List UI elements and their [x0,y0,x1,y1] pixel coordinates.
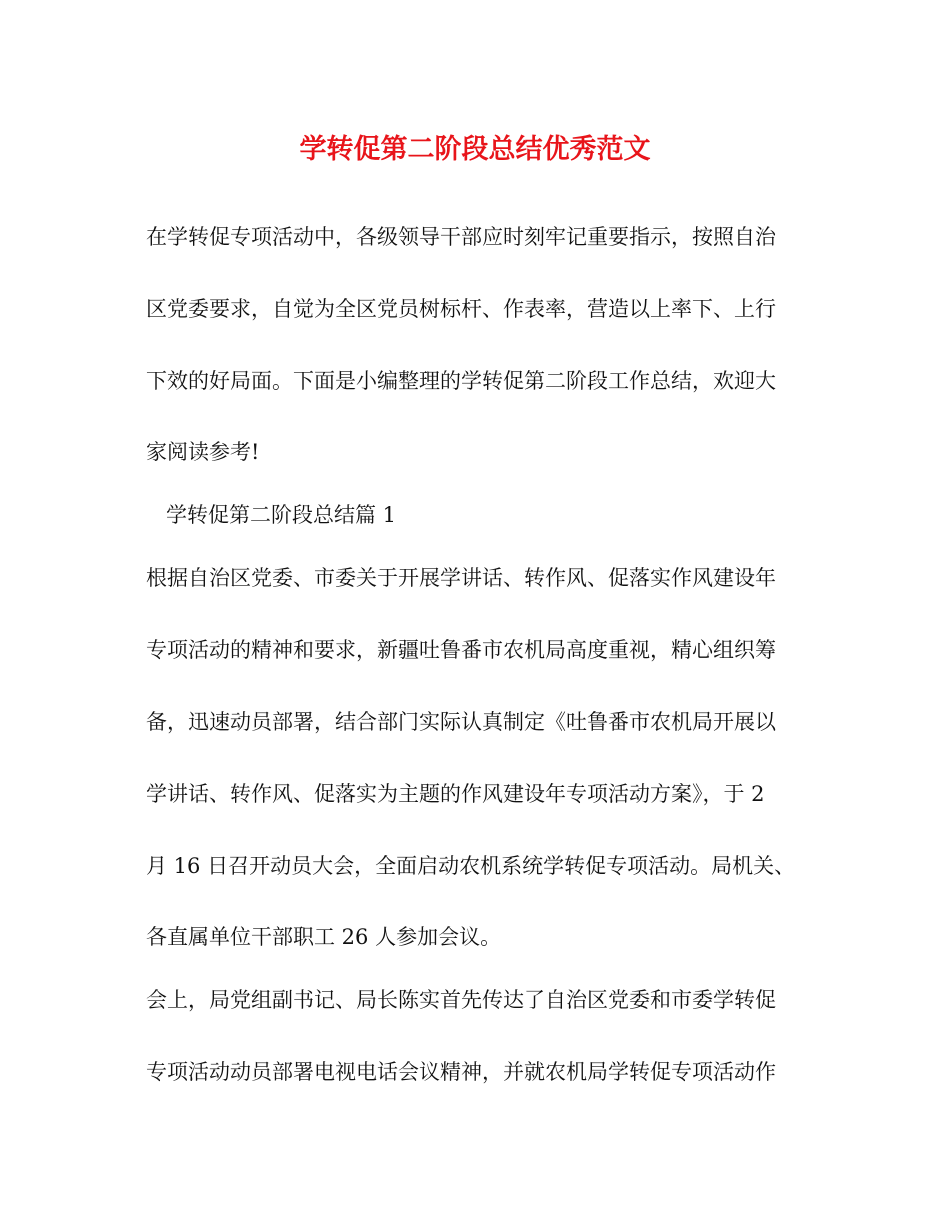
paragraph-line: 备，迅速动员部署，结合部门实际认真制定《吐鲁番市农机局开展以 [146,710,776,734]
paragraph-line: 家阅读参考! [146,440,260,464]
paragraph-line: 月 16 日召开动员大会，全面启动农机系统学转促专项活动。局机关、 [146,854,796,878]
section-heading: 学转促第二阶段总结篇 1 [166,503,397,527]
paragraph-line: 会上，局党组副书记、局长陈实首先传达了自治区党委和市委学转促 [146,988,776,1012]
paragraph-line: 根据自治区党委、市委关于开展学讲话、转作风、促落实作风建设年 [146,566,776,590]
paragraph-line: 各直属单位干部职工 26 人参加会议。 [146,925,502,949]
paragraph-line: 下效的好局面。下面是小编整理的学转促第二阶段工作总结，欢迎大 [146,369,776,393]
paragraph-line: 专项活动动员部署电视电话会议精神，并就农机局学转促专项活动作 [146,1060,776,1084]
document-title: 学转促第二阶段总结优秀范文 [299,134,651,165]
paragraph-line: 在学转促专项活动中，各级领导干部应时刻牢记重要指示，按照自治 [146,225,776,249]
paragraph-line: 区党委要求，自觉为全区党员树标杆、作表率，营造以上率下、上行 [146,297,776,321]
paragraph-line: 专项活动的精神和要求，新疆吐鲁番市农机局高度重视，精心组织筹 [146,638,776,662]
paragraph-line: 学讲话、转作风、促落实为主题的作风建设年专项活动方案》，于 2 [146,782,765,806]
